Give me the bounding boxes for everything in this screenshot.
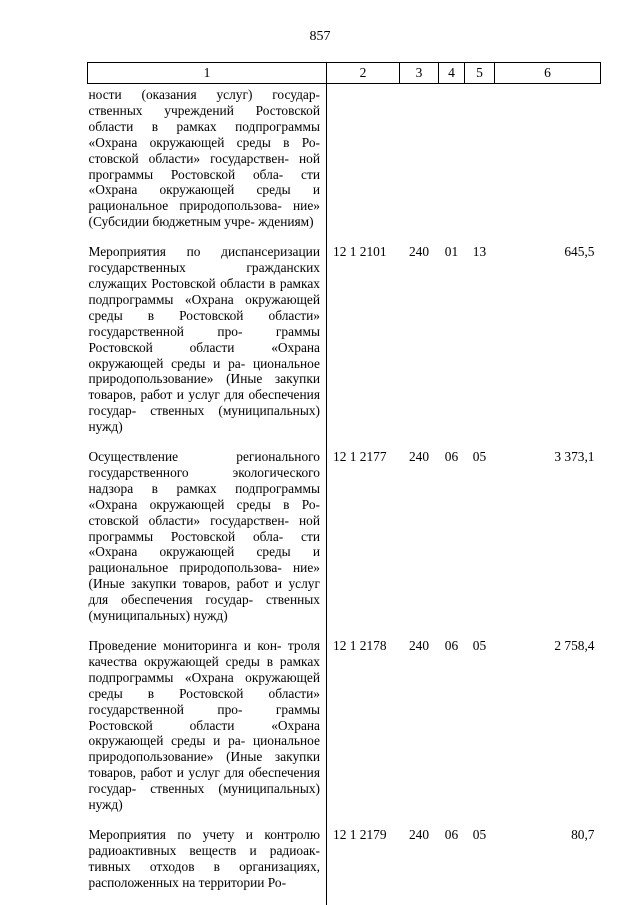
description-line: области в рамках подпрограммы	[88, 118, 320, 134]
subsection-code: 05	[472, 638, 487, 653]
description-line: услуг для обеспечения государ-	[88, 765, 320, 797]
description-line: расположенных на территории Ро-	[88, 874, 287, 890]
target-article-code	[327, 84, 400, 245]
expense-description	[88, 244, 327, 449]
description-line: циональное природопользование»	[88, 355, 320, 387]
description-line: стовской области» государствен-	[88, 150, 289, 166]
description-line: тивных отходов в организациях,	[88, 858, 320, 874]
target-article-code: 12 1 2101	[333, 244, 387, 260]
target-article-code: 12 1 2178	[333, 638, 387, 653]
description-line: ственных (муниципальных) нужд)	[88, 403, 320, 435]
expense-type-code: 240	[408, 826, 430, 842]
description-line: «Охрана окружающей среды и ра-	[88, 339, 320, 371]
description-line: ние» (Иные закупки товаров, работ	[88, 560, 320, 592]
description-line: служащих Ростовской области в	[88, 275, 276, 291]
subsection-code: 13	[472, 244, 487, 260]
subsection-code: 05	[472, 826, 487, 842]
description-line: окружающей среды в Ростовской	[88, 291, 320, 323]
target-article-code: 12 1 2177	[333, 449, 387, 465]
description-line: области» государственной про-	[88, 685, 320, 717]
amount	[495, 84, 601, 245]
description-line: области» государственной про-	[88, 307, 320, 339]
description-line: Проведение мониторинга и кон-	[88, 638, 282, 653]
expense-description	[88, 449, 327, 638]
amount: 80,7	[571, 826, 595, 842]
subsection-code: 05	[472, 449, 487, 465]
table-row	[88, 638, 601, 827]
description-line: государственного экологического	[88, 464, 320, 480]
expense-type-code	[400, 84, 439, 245]
description-line: «Охрана окружающей среды и ра-	[88, 717, 320, 749]
table-row	[88, 84, 601, 245]
table-row	[88, 244, 601, 449]
description-line: Осуществление регионального	[88, 449, 320, 465]
description-line: ственных учреждений Ростовской	[88, 102, 320, 118]
description-line: услуг для обеспечения государ-	[88, 387, 320, 419]
description-line: «Охрана окружающей среды в Ро-	[88, 496, 320, 512]
table-body	[88, 84, 601, 905]
description-line: радиоактивных веществ и радиоак-	[88, 842, 320, 858]
description-line: стовской области» государствен-	[88, 512, 289, 528]
expense-description	[88, 827, 327, 905]
description-line: Мероприятия по учету и контролю	[88, 826, 320, 842]
description-line: (Иные закупки товаров, работ и	[88, 749, 320, 781]
expense-type-code: 240	[408, 244, 430, 260]
description-line: надзора в рамках подпрограммы	[88, 480, 320, 496]
expense-description	[88, 84, 327, 245]
description-line: в рамках подпрограммы «Охрана	[88, 653, 320, 685]
description-line: троля качества окружающей среды	[88, 638, 320, 669]
column-header-6: 6	[495, 63, 601, 84]
column-header-1: 1	[88, 63, 327, 84]
description-line: «Охрана окружающей среды в Ро-	[88, 134, 320, 150]
column-header-4: 4	[439, 63, 465, 84]
description-line: ности (оказания услуг) государ-	[88, 87, 320, 102]
target-article-code: 12 1 2179	[333, 826, 387, 842]
description-line: государственных гражданских	[88, 260, 320, 276]
description-line: и услуг для обеспечения государ-	[88, 576, 320, 608]
section-code: 01	[444, 244, 459, 260]
section-code: 06	[444, 826, 459, 842]
description-line: рациональное природопользова-	[88, 198, 282, 214]
expense-description	[88, 638, 327, 827]
description-line: ственных (муниципальных) нужд)	[88, 592, 320, 624]
description-line: сти «Охрана окружающей среды и	[88, 166, 320, 198]
description-line: ждениям)	[258, 214, 314, 230]
description-line: граммы Ростовской области	[88, 701, 320, 733]
expense-type-code: 240	[408, 638, 430, 653]
expense-type-code: 240	[408, 449, 430, 465]
description-line: рациональное природопользова-	[88, 560, 282, 576]
amount: 645,5	[564, 244, 595, 260]
page-number: 857	[309, 29, 331, 44]
description-line: ной программы Ростовской обла-	[88, 150, 320, 182]
column-header-3: 3	[400, 63, 439, 84]
section-code: 06	[444, 449, 459, 465]
description-line: граммы Ростовской области	[88, 323, 320, 355]
description-line: ственных (муниципальных) нужд)	[88, 781, 320, 813]
description-line: ной программы Ростовской обла-	[88, 512, 320, 544]
column-header-2: 2	[327, 63, 400, 84]
description-line: сти «Охрана окружающей среды и	[88, 528, 320, 560]
column-header-5: 5	[465, 63, 495, 84]
section-code: 06	[444, 638, 459, 653]
table-row	[88, 827, 601, 905]
subsection-code	[465, 84, 495, 245]
budget-table	[87, 62, 601, 905]
table-header	[88, 63, 601, 84]
table-row	[88, 449, 601, 638]
description-line: ние» (Субсидии бюджетным учре-	[88, 198, 320, 230]
amount: 3 373,1	[554, 449, 595, 465]
description-line: (Иные закупки товаров, работ и	[88, 371, 320, 403]
description-line: Мероприятия по диспансеризации	[88, 244, 320, 260]
section-code	[439, 84, 465, 245]
description-line: рамках подпрограммы «Охрана	[88, 275, 320, 307]
description-line: окружающей среды в Ростовской	[88, 669, 320, 701]
description-line: циональное природопользование»	[88, 733, 320, 765]
amount: 2 758,4	[554, 638, 595, 653]
